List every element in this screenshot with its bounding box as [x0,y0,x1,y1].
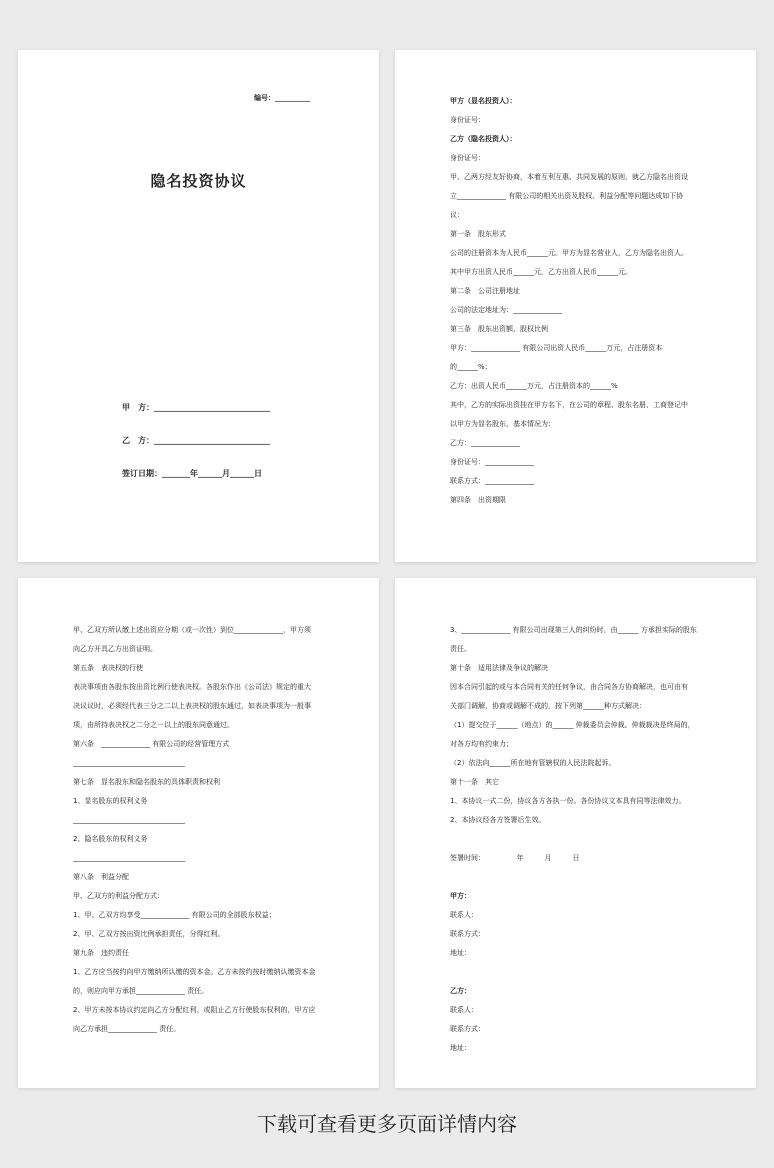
text-line: 其中甲方出资人民币______元，乙方出资人民币______元。 [450,268,632,276]
text-line: 向乙方承担______________ 责任。 [73,1025,181,1033]
text-line: 甲、乙双方的利益分配方式： [73,892,164,900]
text-line: 1、显名股东的权利义务 [73,797,148,805]
text-line: 身份证号： [450,116,485,124]
text-line: 2、甲方未按本协议约定向乙方分配红利、或阻止乙方行使股东权利的，甲方应 [73,1006,316,1014]
text-line: ________________________________ [73,759,185,767]
text-line: 身份证号： [450,154,485,162]
text-line: 2、隐名股东的权利义务 [73,835,148,843]
page-4-text [450,626,697,1063]
text-line: 第二条 公司注册地址 [450,287,520,295]
text-line: 乙方： [450,987,471,995]
text-line: 第五条 表决权的行使 [73,664,143,672]
text-line: 第九条 违约责任 [73,949,129,957]
party-a-field: 甲 方：_____________________________ [122,403,270,412]
text-line: 第七条 显名股东和隐名股东的具体职责和权利 [73,778,220,786]
text-line: 第一条 股东形式 [450,230,506,238]
text-line: 对各方均有约束力； [450,740,513,748]
text-line: 身份证号：______________ [450,458,534,466]
text-line [450,835,697,844]
party-b-field: 乙 方：_____________________________ [122,436,270,445]
text-line: 决议议时，必须经代表三分之二以上表决权的股东通过，如表决事项为一般事 [73,702,311,710]
text-line: 表决事项由各股东按出资比例行使表决权。各股东作出《公司法》规定的重大 [73,683,311,691]
text-line: 第十条 适用法律及争议的解决 [450,664,548,672]
text-line: 甲方： [450,892,471,900]
text-line: 乙方：出资人民币______万元，占注册资本的______% [450,382,618,390]
text-line: 第六条 ______________ 有限公司的经营管理方式 [73,740,230,748]
text-line: 1、甲、乙双方均享受______________ 有限公司的全部股东权益； [73,911,276,919]
text-line: 联系人： [450,1006,478,1014]
page-3-text [73,626,315,1044]
text-line: 第八条 利益分配 [73,873,129,881]
text-line: ________________________________ [73,816,185,824]
document-number: 编号：__________ [254,94,310,102]
text-line: 因本合同引起的或与本合同有关的任何争议，由合同各方协商解决，也可由有 [450,683,688,691]
text-line: 甲、乙两方经友好协商，本着互利互惠、共同发展的原则，就乙方隐名出资设 [450,173,688,181]
text-line: 地址： [450,949,471,957]
text-line: 2、甲、乙双方按出资比例承担责任，分得红利。 [73,930,225,938]
text-line: 的，则应向甲方承担______________ 责任。 [73,987,209,995]
text-line: 联系方式：______________ [450,477,534,485]
page-4 [395,578,756,1088]
text-line: 责任。 [450,645,471,653]
text-line: 1、乙方应当按约向甲方缴纳所认缴的资本金。乙方未按约按时缴纳认缴资本金 [73,968,316,976]
text-line: 第四条 出资期限 [450,496,506,504]
text-line: 向乙方开具乙方出资证明。 [73,645,157,653]
text-line: 地址： [450,1044,471,1052]
footer-caption: 下载可查看更多页面详情内容 [257,1112,517,1136]
text-line: 签署时间： 年 月 日 [450,854,580,862]
text-line: 3、______________ 有限公司出现第三人的纠纷时，由______ 方承担实际的股东 [450,626,697,634]
text-line: 联系人： [450,911,478,919]
text-line: 立______________ 有限公司的相关出资及股权、利益分配等问题达成如下协 [450,192,684,200]
text-line: ________________________________ [73,854,185,862]
text-line: 1、本协议一式二份，协议各方各执一份。各份协议文本具有同等法律效力。 [450,797,686,805]
text-line: 项，由所持表决权之二分之一以上的股东同意通过。 [73,721,234,729]
text-line: 的______%； [450,363,492,371]
text-line: 甲方：______________ 有限公司出资人民币______万元，占注册资本 [450,344,663,352]
sign-date-field: 签订日期：_______年______月______日 [122,469,262,478]
text-line: 公司的注册资本为人民币______元。甲方为显名营业人，乙方为隐名出资人。 [450,249,688,257]
page-2-text [450,97,688,515]
text-line: 第三条 股东出资额、股权比例 [450,325,548,333]
text-line: 乙方：______________ [450,439,520,447]
text-line: 以甲方为显名股东，基本情况为： [450,420,555,428]
page-3 [18,578,379,1088]
text-line: （2）依法向______所在地有管辖权的人民法院起诉。 [450,759,616,767]
text-line: 乙方（隐名投资人）： [450,135,517,143]
text-line: 其中，乙方的实际出资挂在甲方名下，在公司的章程、股东名册、工商登记中 [450,401,688,409]
text-line: 第十一条 其它 [450,778,499,786]
text-line [450,873,697,882]
text-line: 甲、乙双方所认缴上述出资应分期（或一次性）到位______________，甲方须 [73,626,311,634]
text-line [450,968,697,977]
text-line: 议： [450,211,464,219]
text-line: 甲方（显名投资人）： [450,97,517,105]
text-line: 关部门调解，协商或调解不成的，按下列第______种方式解决： [450,702,646,710]
page-2 [395,50,756,562]
text-line: （1）提交位于______（地点）的______ 仲裁委员会仲裁。仲裁裁决是终局的， [450,721,695,729]
text-line: 2、本协议经各方签署后生效。 [450,816,546,824]
text-line: 公司的法定地址为：______________ [450,306,562,314]
document-title: 隐名投资协议 [150,172,247,190]
cover-page [18,50,379,562]
text-line: 联系方式： [450,1025,485,1033]
text-line: 联系方式： [450,930,485,938]
